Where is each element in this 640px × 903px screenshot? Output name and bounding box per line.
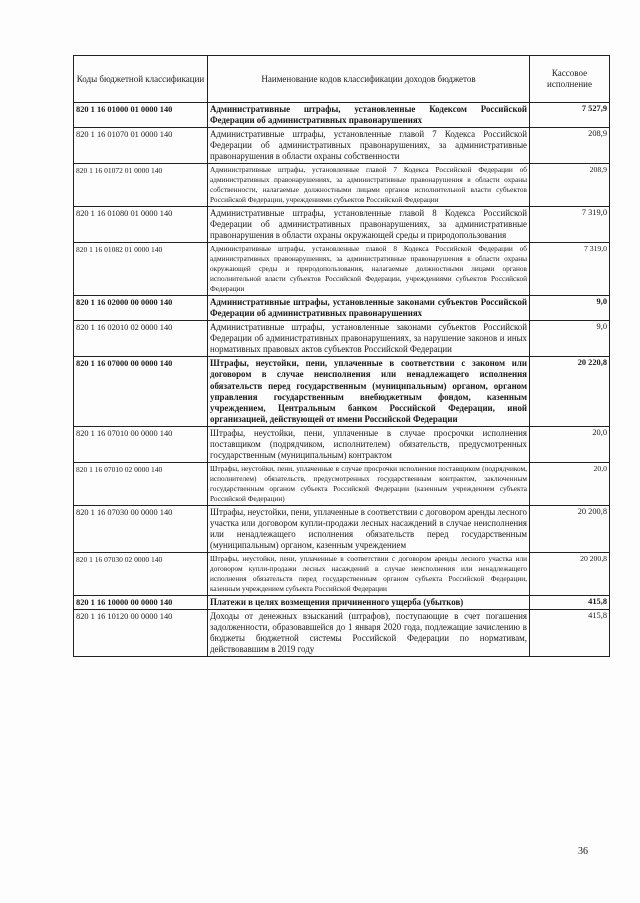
amount-cell: 415,8 bbox=[530, 609, 610, 656]
amount-cell: 20 200,8 bbox=[530, 553, 610, 596]
code-cell: 820 1 16 07030 00 0000 140 bbox=[74, 505, 208, 552]
table-row bbox=[74, 321, 610, 357]
name-cell: Штрафы, неустойки, пени, уплаченные в случае просрочки исполнения поставщиком (подрядчиком, исполнителем) обязательств, предусмотренных государственным (муниципальным) контрактом bbox=[208, 426, 530, 462]
table-body bbox=[74, 103, 610, 657]
name-cell: Административные штрафы, установленные главой 8 Кодекса Российской Федерации об административных правонарушениях, за административные правонарушения в области охраны окружающей среды и природопользования, налагаемые должностными лицами органов исполнительной власти субъектов Российской Федерации, учреждениями субъектов Российской Федерации bbox=[208, 243, 530, 296]
amount-cell: 20 220,8 bbox=[530, 357, 610, 427]
code-cell: 820 1 16 01070 01 0000 140 bbox=[74, 128, 208, 164]
amount-cell: 7 319,0 bbox=[530, 207, 610, 243]
name-cell: Административные штрафы, установленные законами субъектов Российской Федерации об административных правонарушениях bbox=[208, 295, 530, 320]
table-row bbox=[74, 609, 610, 656]
table-header-row bbox=[74, 56, 610, 103]
code-cell: 820 1 16 02000 00 0000 140 bbox=[74, 295, 208, 320]
amount-cell: 20 200,8 bbox=[530, 505, 610, 552]
table-row bbox=[74, 357, 610, 427]
table-row bbox=[74, 103, 610, 128]
code-cell: 820 1 16 10000 00 0000 140 bbox=[74, 595, 208, 609]
name-cell: Штрафы, неустойки, пени, уплаченные в соответствии с законом или договором в случае неисполнения или ненадлежащего исполнения обязательств перед государственным (муниципальным) органом, органом управления государственным внебюджетным фондом, казенным учреждением, Центральным банком Российской Федерации, иной организацией, действующей от имени Российской Федерации bbox=[208, 357, 530, 427]
amount-cell: 208,9 bbox=[530, 164, 610, 207]
name-cell: Административные штрафы, установленные главой 7 Кодекса Российской Федерации об административных правонарушениях, за административные правонарушения в области охраны собственности bbox=[208, 128, 530, 164]
amount-cell: 20,0 bbox=[530, 426, 610, 462]
header-name: Наименование кодов классификации доходов бюджетов bbox=[208, 56, 530, 103]
code-cell: 820 1 16 02010 02 0000 140 bbox=[74, 321, 208, 357]
code-cell: 820 1 16 01072 01 0000 140 bbox=[74, 164, 208, 207]
amount-cell: 415,8 bbox=[530, 595, 610, 609]
name-cell: Административные штрафы, установленные главой 8 Кодекса Российской Федерации об административных правонарушениях, за административные правонарушения в области охраны окружающей среды и природопользования bbox=[208, 207, 530, 243]
amount-cell: 7 319,0 bbox=[530, 243, 610, 296]
name-cell: Административные штрафы, установленные Кодексом Российской Федерации об административных правонарушениях bbox=[208, 103, 530, 128]
name-cell: Административные штрафы, установленные законами субъектов Российской Федерации об административных правонарушениях, за нарушение законов и иных нормативных правовых актов субъектов Российской Федерации bbox=[208, 321, 530, 357]
table-row bbox=[74, 295, 610, 320]
table-row bbox=[74, 128, 610, 164]
header-amount: Кассовое исполнение bbox=[530, 56, 610, 103]
table-row bbox=[74, 505, 610, 552]
table-row bbox=[74, 207, 610, 243]
code-cell: 820 1 16 07010 00 0000 140 bbox=[74, 426, 208, 462]
name-cell: Штрафы, неустойки, пени, уплаченные в соответствии с договором аренды лесного участка или договором купли-продажи лесных насаждений в случае неисполнения или ненадлежащего исполнения обязательств перед государственным (муниципальным) органом, казенным учреждением bbox=[208, 505, 530, 552]
code-cell: 820 1 16 01000 01 0000 140 bbox=[74, 103, 208, 128]
table-row bbox=[74, 595, 610, 609]
name-cell: Штрафы, неустойки, пени, уплаченные в соответствии с договором аренды лесного участка или договором купли-продажи лесных насаждений в случае неисполнения или ненадлежащего исполнения обязательств перед государственным органом субъекта Российской Федерации, казенным учреждением субъекта Российской Федерации bbox=[208, 553, 530, 596]
table-row bbox=[74, 426, 610, 462]
table-row bbox=[74, 243, 610, 296]
code-cell: 820 1 16 10120 00 0000 140 bbox=[74, 609, 208, 656]
amount-cell: 9,0 bbox=[530, 295, 610, 320]
amount-cell: 7 527,9 bbox=[530, 103, 610, 128]
amount-cell: 208,9 bbox=[530, 128, 610, 164]
name-cell: Административные штрафы, установленные главой 7 Кодекса Российской Федерации об административных правонарушениях, за административные правонарушения в области охраны собственности, налагаемые должностными лицами органов исполнительной власти субъектов Российской Федерации, учреждениями субъектов Российской Федерации bbox=[208, 164, 530, 207]
code-cell: 820 1 16 07000 00 0000 140 bbox=[74, 357, 208, 427]
header-code: Коды бюджетной классификации bbox=[74, 56, 208, 103]
table-row bbox=[74, 164, 610, 207]
amount-cell: 20,0 bbox=[530, 463, 610, 506]
table-row bbox=[74, 463, 610, 506]
code-cell: 820 1 16 07010 02 0000 140 bbox=[74, 463, 208, 506]
table-row bbox=[74, 553, 610, 596]
code-cell: 820 1 16 01082 01 0000 140 bbox=[74, 243, 208, 296]
code-cell: 820 1 16 01080 01 0000 140 bbox=[74, 207, 208, 243]
name-cell: Штрафы, неустойки, пени, уплаченные в случае просрочки исполнения поставщиком (подрядчиком, исполнителем) обязательств, предусмотренных государственным контрактом, заключенным государственным органом субъекта Российской Федерации (казенным учреждением субъекта Российской Федерации) bbox=[208, 463, 530, 506]
budget-table bbox=[73, 55, 610, 657]
name-cell: Доходы от денежных взысканий (штрафов), поступающие в счет погашения задолженности, образовавшейся до 1 января 2020 года, подлежащие зачислению в бюджеты бюджетной системы Российской Федерации по нормативам, действовавшим в 2019 году bbox=[208, 609, 530, 656]
amount-cell: 9,0 bbox=[530, 321, 610, 357]
page-number: 36 bbox=[578, 846, 588, 857]
name-cell: Платежи в целях возмещения причиненного ущерба (убытков) bbox=[208, 595, 530, 609]
code-cell: 820 1 16 07030 02 0000 140 bbox=[74, 553, 208, 596]
